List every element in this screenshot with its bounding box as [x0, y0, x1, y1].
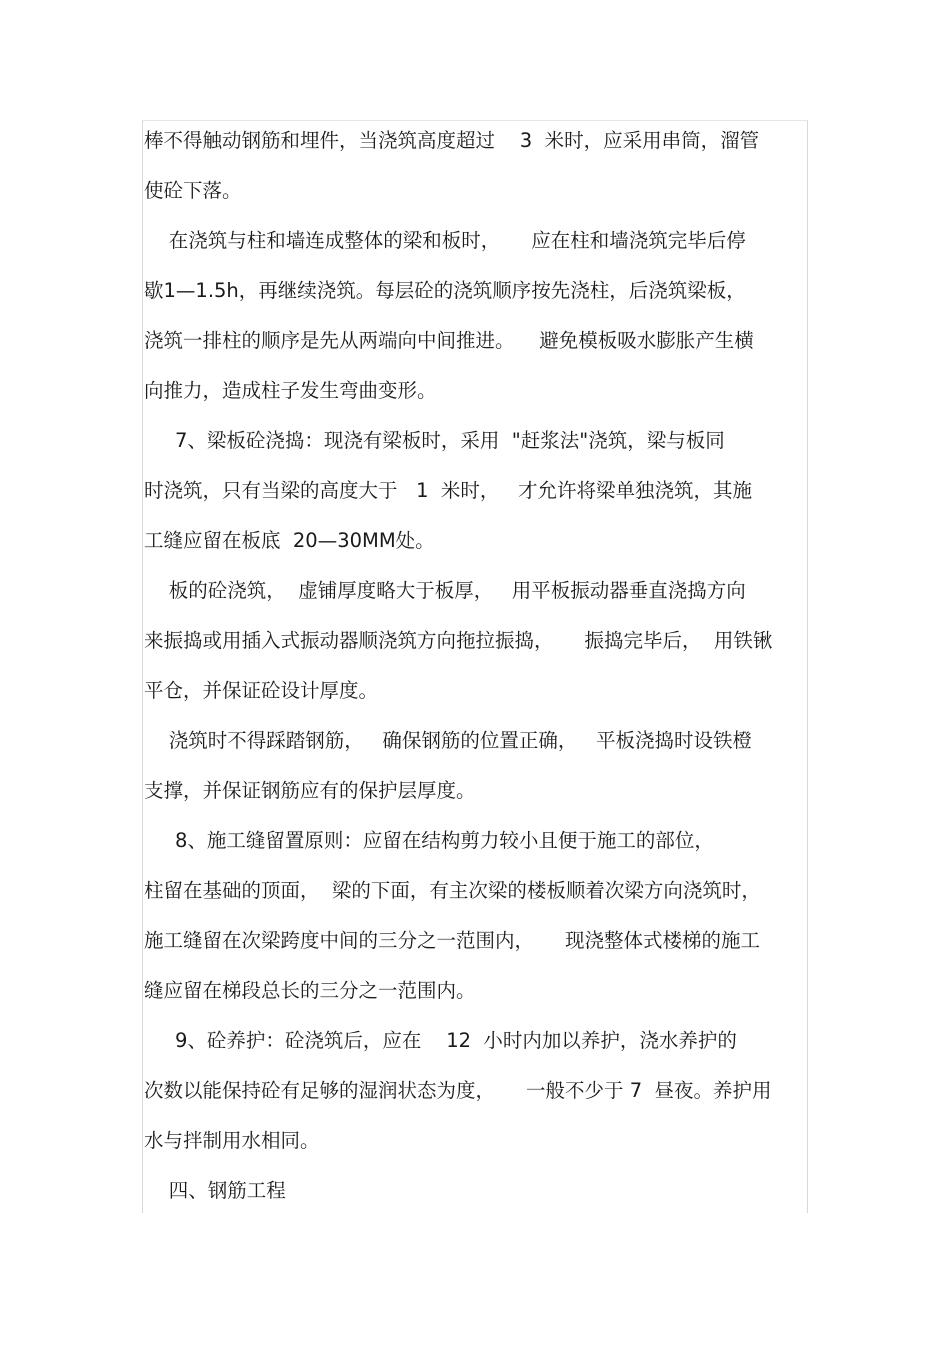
text-line: 在浇筑与柱和墙连成整体的梁和板时， 应在柱和墙浇筑完毕后停 — [144, 229, 746, 252]
text-line: 时浇筑，只有当梁的高度大于 1 米时， 才允许将梁单独浇筑，其施 — [144, 479, 752, 502]
text-line: 棒不得触动钢筋和埋件，当浇筑高度超过 3 米时，应采用串筒，溜管 — [144, 129, 760, 152]
text-line: 板的砼浇筑， 虚铺厚度略大于板厚， 用平板振动器垂直浇捣方向 — [144, 579, 746, 602]
text-line: 平仓，并保证砼设计厚度。 — [144, 679, 379, 702]
section-heading: 四、钢筋工程 — [144, 1179, 286, 1202]
text-line: 次数以能保持砼有足够的湿润状态为度， 一般不少于 7 昼夜。养护用 — [144, 1079, 772, 1102]
text-line: 9、砼养护：砼浇筑后，应在 12 小时内加以养护，浇水养护的 — [144, 1029, 737, 1052]
text-line: 缝应留在梯段总长的三分之一范围内。 — [144, 979, 476, 1002]
text-line: 柱留在基础的顶面， 梁的下面，有主次梁的楼板顺着次梁方向浇筑时， — [144, 879, 761, 902]
text-line: 7、梁板砼浇捣：现浇有梁板时，采用 "赶浆法"浇筑，梁与板同 — [144, 429, 725, 452]
text-line: 浇筑一排柱的顺序是先从两端向中间推进。 避免模板吸水膨胀产生横 — [144, 329, 754, 352]
text-line: 水与拌制用水相同。 — [144, 1129, 320, 1152]
text-line: 施工缝留在次梁跨度中间的三分之一范围内， 现浇整体式楼梯的施工 — [144, 929, 760, 952]
text-line: 向推力，造成柱子发生弯曲变形。 — [144, 379, 437, 402]
text-line: 浇筑时不得踩踏钢筋， 确保钢筋的位置正确， 平板浇捣时设铁橙 — [144, 729, 752, 752]
text-line: 工缝应留在板底 20—30MM处。 — [144, 529, 435, 552]
text-line: 歇1—1.5h，再继续浇筑。每层砼的浇筑顺序按先浇柱，后浇筑梁板， — [144, 279, 746, 302]
text-line: 使砼下落。 — [144, 179, 242, 202]
text-line: 来振捣或用插入式振动器顺浇筑方向拖拉振捣， 振捣完毕后， 用铁锹 — [144, 629, 773, 652]
document-body — [144, 116, 808, 1216]
text-line: 8、施工缝留置原则：应留在结构剪力较小且便于施工的部位， — [144, 829, 714, 852]
text-line: 支撑，并保证钢筋应有的保护层厚度。 — [144, 779, 476, 802]
